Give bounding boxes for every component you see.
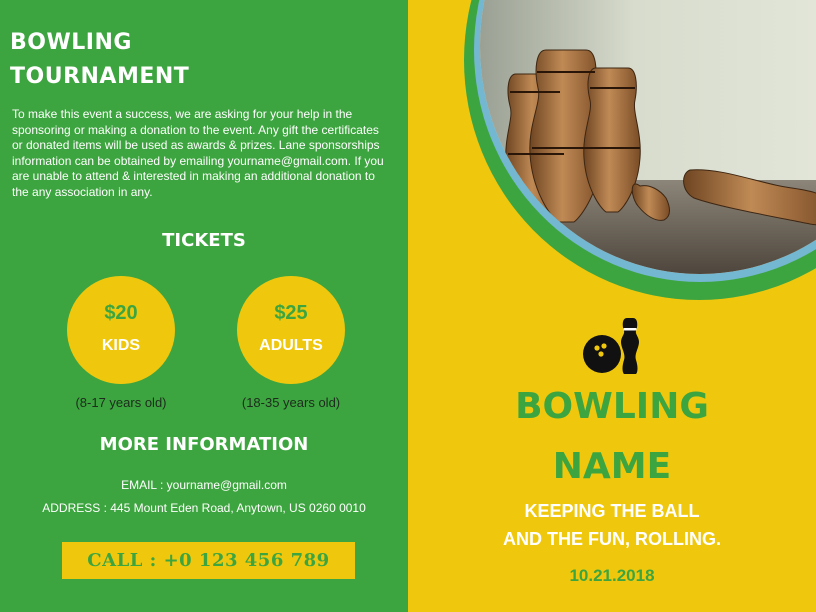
- ticket-adults-badge: [237, 276, 345, 384]
- bowling-pins-photo: [480, 0, 816, 274]
- ticket-kind: ADULTS: [259, 337, 323, 354]
- tagline: [408, 497, 816, 553]
- ticket-kids-note: (8-17 years old): [75, 395, 167, 410]
- ticket-kind: KIDS: [101, 337, 141, 354]
- more-information-heading: MORE INFORMATION: [99, 434, 309, 455]
- bowling-pins-illustration: [480, 0, 816, 274]
- tagline-line-1: KEEPING THE BALL: [524, 501, 700, 521]
- ticket-price: $25: [274, 302, 308, 324]
- bowling-ball-pin-icon: [580, 316, 646, 378]
- ticket-adults-note: (18-35 years old): [241, 395, 341, 410]
- event-title-line-2: TOURNAMENT: [10, 64, 190, 89]
- tagline-line-2: AND THE FUN, ROLLING.: [503, 529, 721, 549]
- brand-name-line-2: NAME: [552, 446, 672, 487]
- brand-name-line-1: BOWLING: [515, 386, 709, 427]
- email-line: EMAIL : yourname@gmail.com: [121, 478, 287, 492]
- intro-text: To make this event a success, we are asking for your help in the sponsoring or making a donation to the event. Any gift the certificates or donated items will be used as awards & prizes. Lane sponsorships information can be obtained by emailing yourname@gmail.com. If you are unable to attend & interested in making an additional donation to the any association in any.: [12, 107, 384, 199]
- event-title: [10, 26, 310, 94]
- right-panel: [408, 0, 816, 612]
- call-banner: CALL : +0 123 456 789: [62, 542, 355, 579]
- address-line: ADDRESS : 445 Mount Eden Road, Anytown, US 0260 0010: [42, 501, 366, 515]
- tickets-heading: TICKETS: [162, 230, 246, 251]
- event-title-line-1: BOWLING: [10, 30, 132, 55]
- event-date: 10.21.2018: [569, 566, 655, 585]
- ticket-price: $20: [104, 302, 138, 324]
- ticket-kids-badge: [67, 276, 175, 384]
